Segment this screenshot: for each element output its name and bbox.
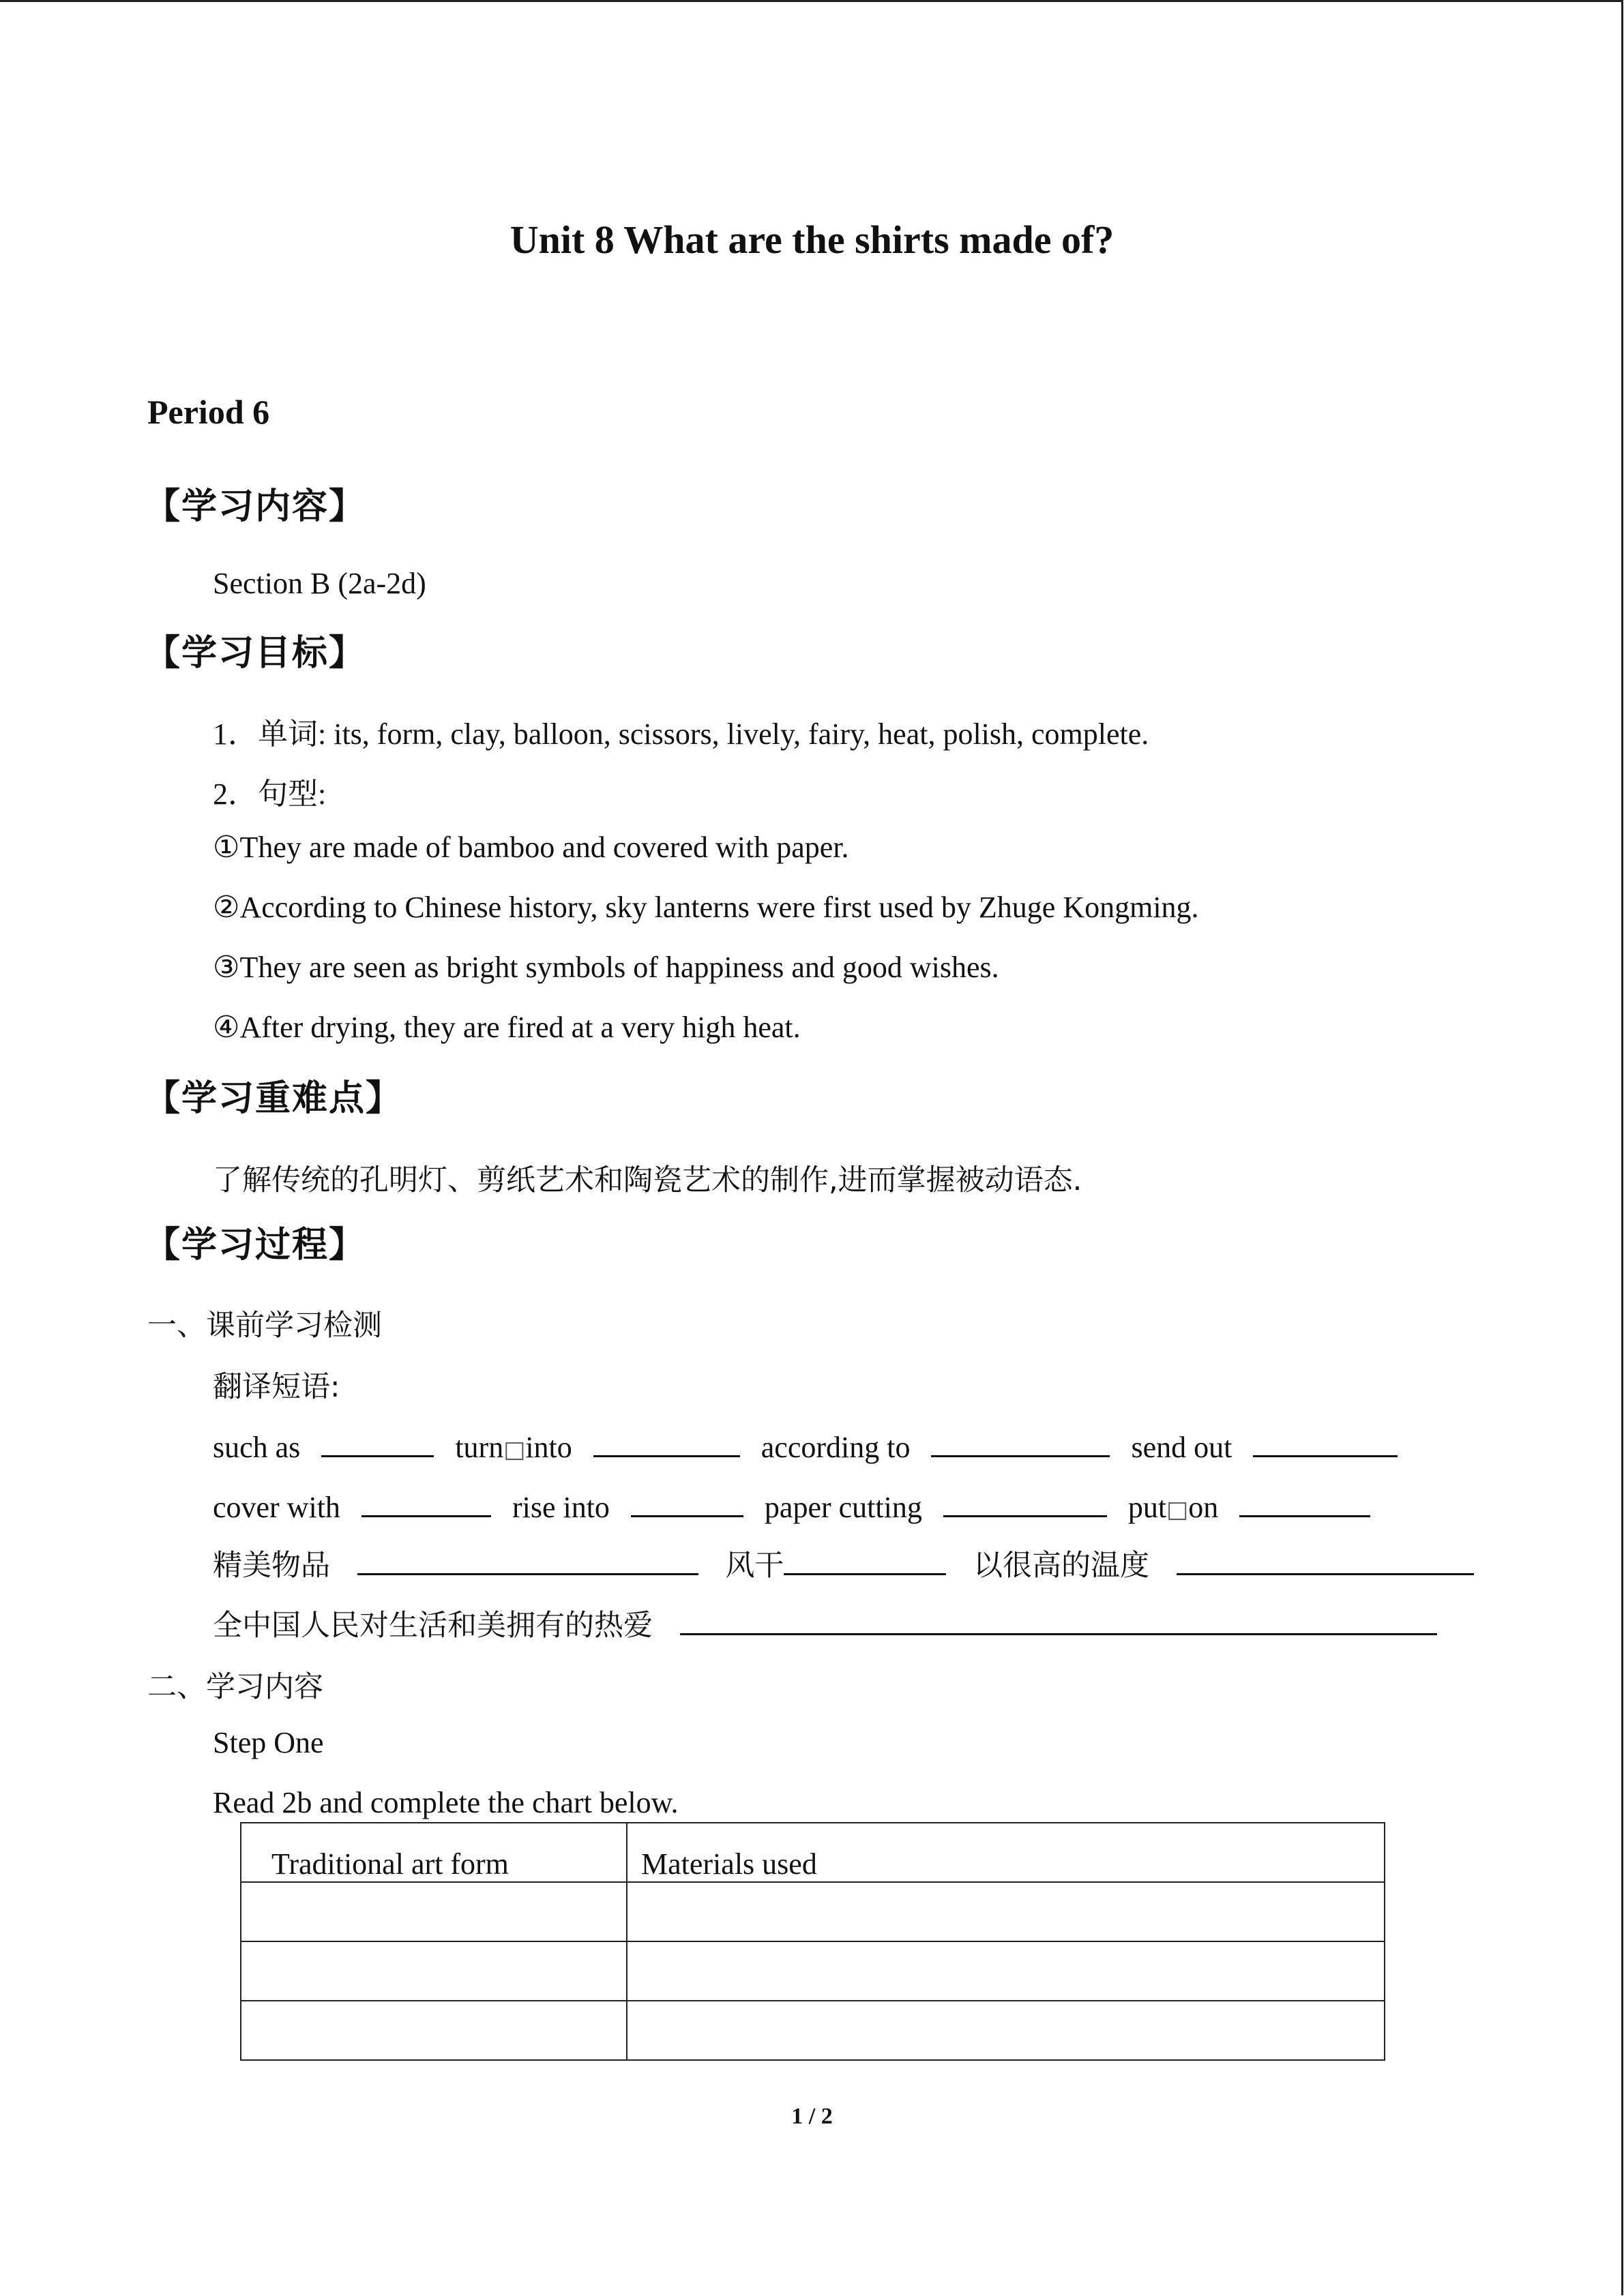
table-row: [241, 2001, 1385, 2060]
page-title: Unit 8 What are the shirts made of?: [510, 218, 1114, 262]
answer-blank[interactable]: [1239, 1485, 1370, 1517]
goal-vocabulary: 1．单词: its, form, clay, balloon, scissors, lively, fairy, heat, polish, complete.: [213, 717, 1149, 751]
placeholder-box: □: [503, 1436, 526, 1463]
table-cell[interactable]: [627, 1941, 1385, 2001]
heading-learning-process: 【学习过程】: [145, 1225, 366, 1266]
sentence-item: ③They are seen as bright symbols of happiness and good wishes.: [213, 951, 999, 984]
table-row: [241, 1882, 1385, 1941]
phrase: 风干: [725, 1549, 784, 1583]
answer-blank[interactable]: [784, 1543, 946, 1575]
answer-blank[interactable]: [321, 1425, 434, 1457]
art-form-table: [240, 1822, 1385, 2061]
answer-blank[interactable]: [357, 1543, 698, 1575]
sentence-item: ④After drying, they are fired at a very high heat.: [213, 1011, 801, 1044]
phrase-row-2: [213, 1485, 1370, 1525]
table-cell[interactable]: [627, 2001, 1385, 2060]
table-cell[interactable]: [241, 2001, 627, 2060]
answer-blank[interactable]: [593, 1425, 740, 1457]
table-cell[interactable]: [241, 1941, 627, 2001]
table-header-cell: Materials used: [627, 1823, 1385, 1882]
phrase: such as: [213, 1431, 301, 1464]
table-header-row: [241, 1823, 1385, 1882]
answer-blank[interactable]: [1253, 1425, 1398, 1457]
answer-blank[interactable]: [631, 1485, 743, 1517]
phrase: on: [1188, 1491, 1219, 1524]
phrase-row-3: [213, 1542, 1474, 1584]
goal-sentence-patterns: 2．句型:: [213, 777, 327, 811]
phrase-row-1: [213, 1425, 1398, 1465]
heading-key-points: 【学习重难点】: [145, 1078, 403, 1119]
translate-label: 翻译短语:: [213, 1370, 340, 1404]
step-one-label: Step One: [213, 1726, 324, 1759]
answer-blank[interactable]: [931, 1425, 1110, 1457]
phrase: rise into: [512, 1491, 610, 1524]
page-number: 1 / 2: [791, 2104, 833, 2129]
phrase: turn: [455, 1431, 504, 1464]
phrase: 以很高的温度: [973, 1549, 1150, 1583]
phrase: put: [1127, 1491, 1167, 1524]
table-row: [241, 1941, 1385, 2001]
placeholder-box: □: [1166, 1496, 1189, 1523]
phrase: according to: [761, 1431, 911, 1464]
phrase: send out: [1131, 1431, 1232, 1464]
phrase: paper cutting: [764, 1491, 922, 1524]
part-two-label: 二、学习内容: [147, 1670, 323, 1704]
table-cell[interactable]: [241, 1882, 627, 1941]
period-label: Period 6: [147, 393, 270, 431]
phrase: 全中国人民对生活和美拥有的热爱: [213, 1609, 653, 1643]
phrase: 精美物品: [213, 1549, 330, 1583]
answer-blank[interactable]: [361, 1485, 491, 1517]
answer-blank[interactable]: [680, 1603, 1437, 1635]
heading-learning-goals: 【学习目标】: [145, 633, 366, 674]
sentence-item: ②According to Chinese history, sky lanterns were first used by Zhuge Kongming.: [213, 891, 1199, 924]
phrase: cover with: [213, 1491, 340, 1524]
section-text: Section B (2a-2d): [213, 567, 426, 600]
answer-blank[interactable]: [1177, 1543, 1474, 1575]
phrase: into: [525, 1431, 572, 1464]
key-points-text: 了解传统的孔明灯、剪纸艺术和陶瓷艺术的制作,进而掌握被动语态.: [213, 1163, 1082, 1197]
table-header-cell: Traditional art form: [241, 1823, 627, 1882]
chart-instruction: Read 2b and complete the chart below.: [213, 1786, 679, 1819]
sentence-item: ①They are made of bamboo and covered with paper.: [213, 831, 849, 864]
answer-blank[interactable]: [943, 1485, 1107, 1517]
phrase-row-4: [213, 1602, 1437, 1644]
heading-learning-content: 【学习内容】: [145, 486, 366, 527]
table-cell[interactable]: [627, 1882, 1385, 1941]
part-one-label: 一、课前学习检测: [147, 1309, 382, 1343]
